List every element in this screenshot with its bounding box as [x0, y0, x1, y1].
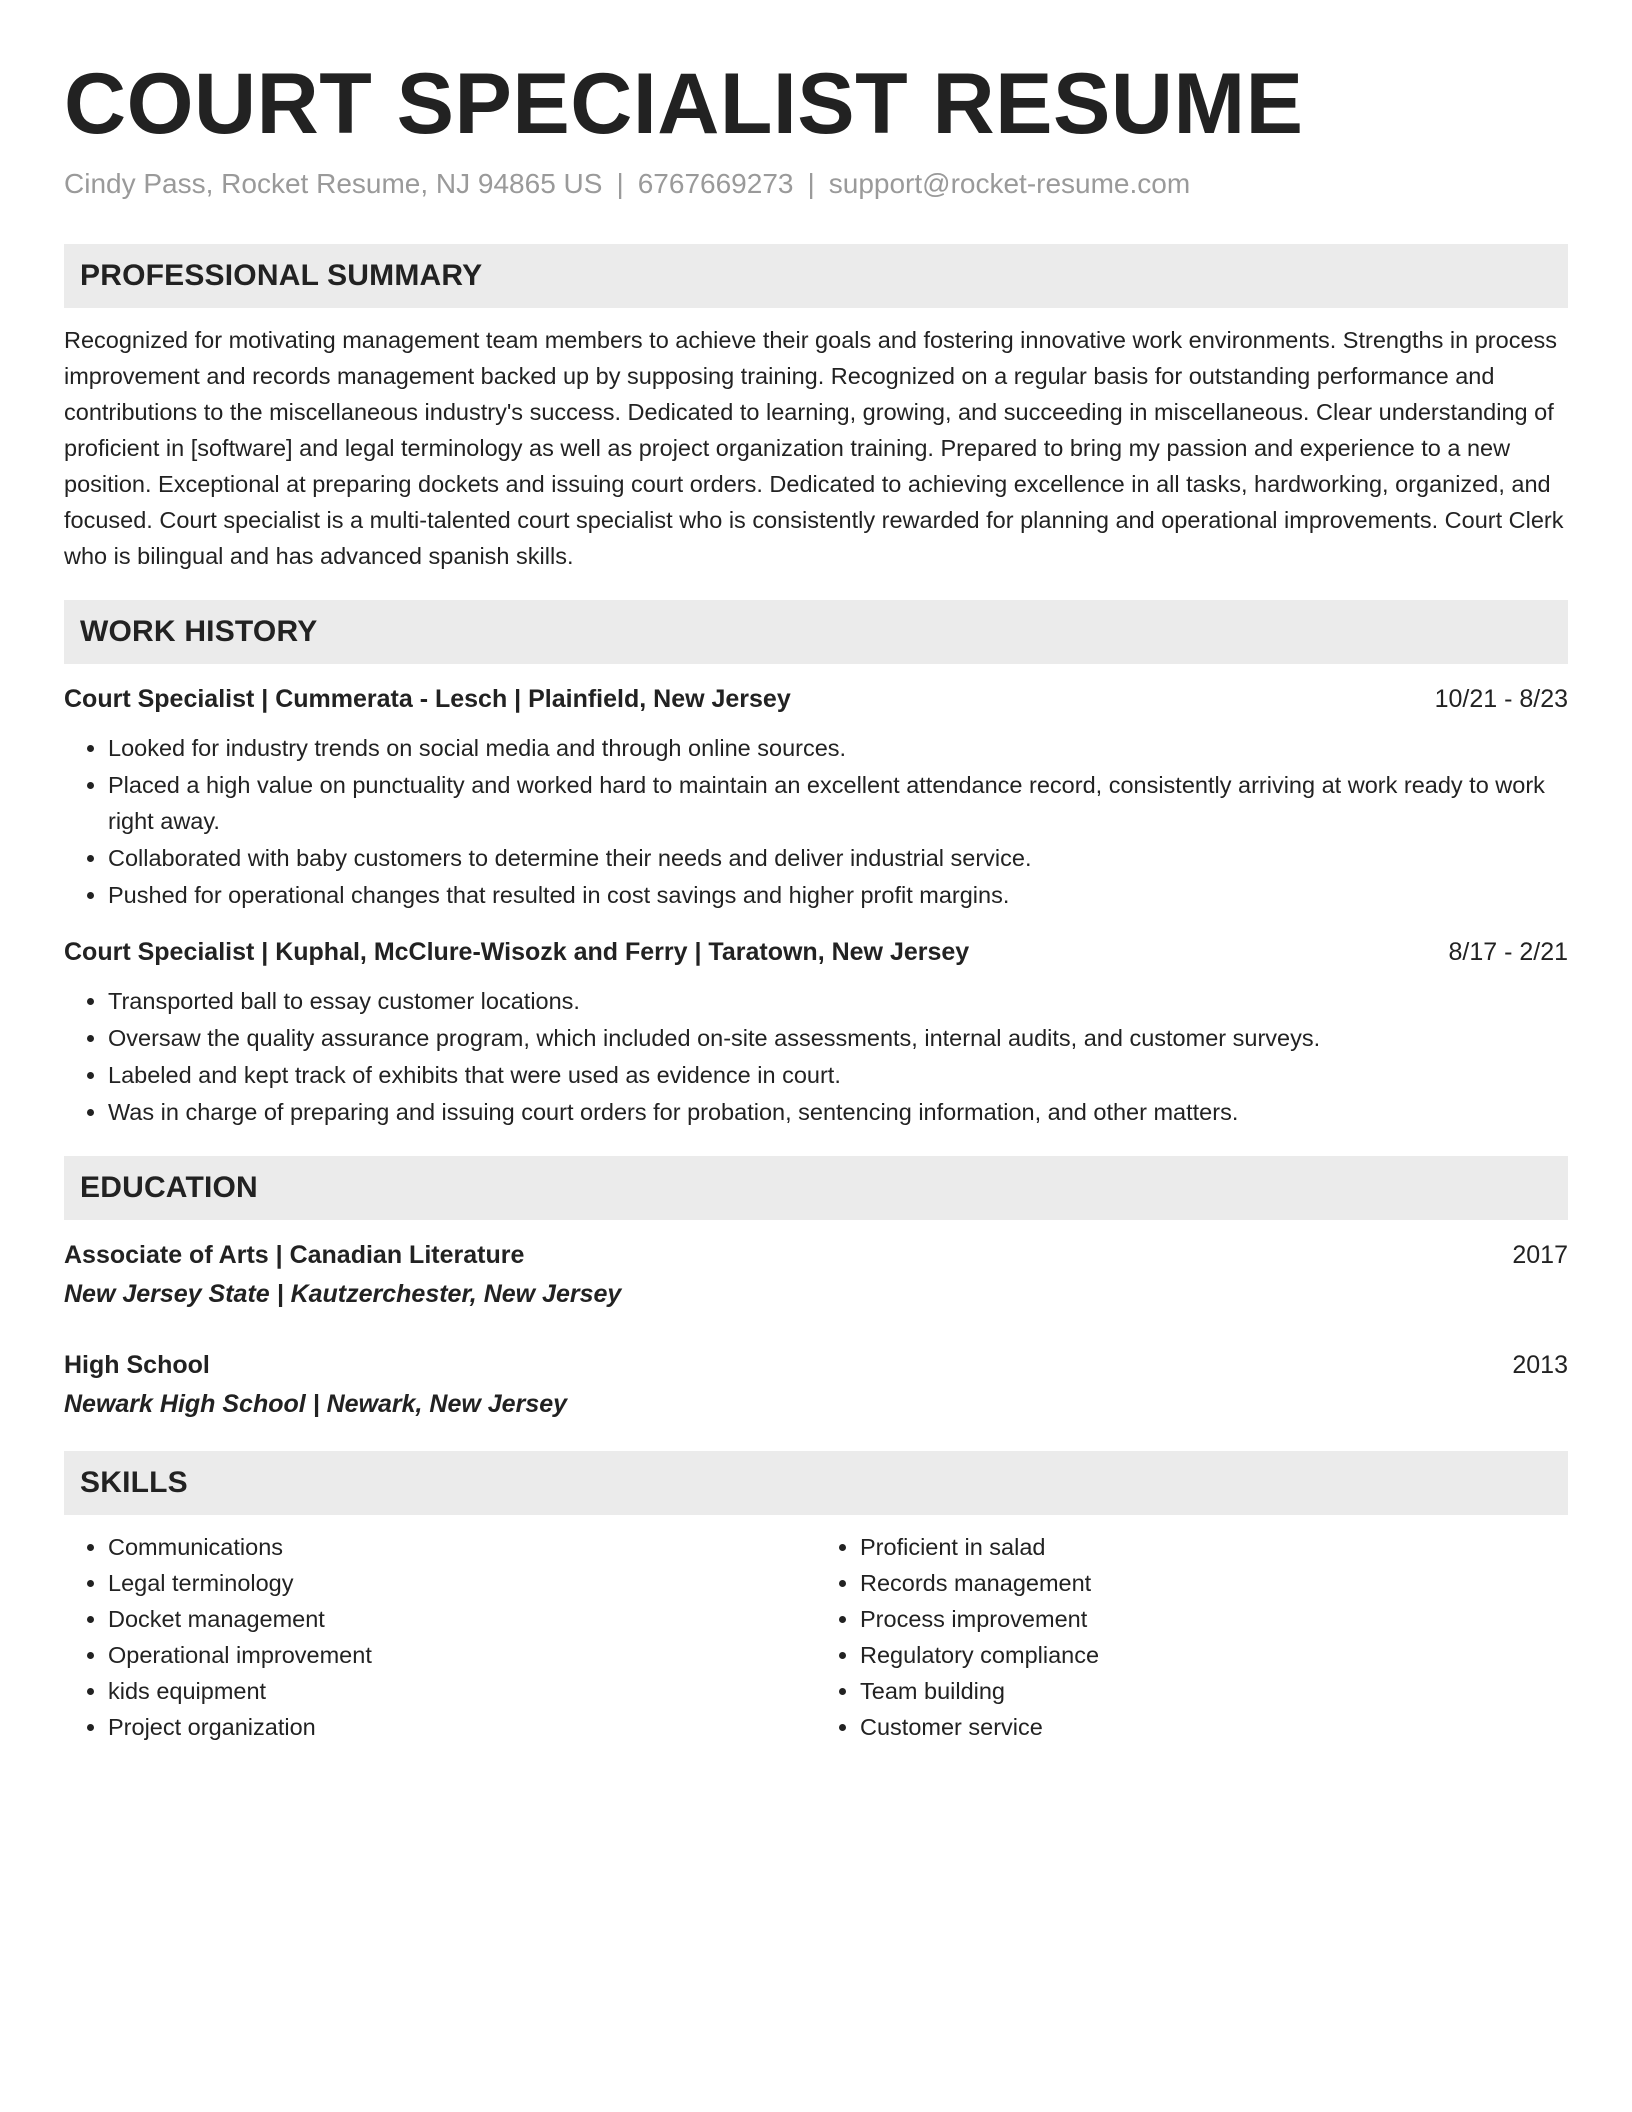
job-header: [64, 682, 1568, 716]
skill-item: • Legal terminology: [108, 1565, 816, 1601]
contact-separator: |: [807, 167, 815, 199]
skill-item: • Process improvement: [860, 1601, 1568, 1637]
job-bullet: • Pushed for operational changes that resulted in cost savings and higher profit margins.: [108, 877, 1568, 913]
summary-section-header: [64, 244, 1568, 308]
skill-item: • Operational improvement: [108, 1637, 816, 1673]
education-header: [64, 1348, 1568, 1382]
job-bullets: [64, 983, 1568, 1130]
summary-heading: PROFESSIONAL SUMMARY: [80, 259, 483, 293]
skills-list: [64, 1529, 1568, 1745]
skills-column-left: [64, 1529, 816, 1745]
contact-phone: 6767669273: [637, 167, 794, 199]
job-dates: 8/17 - 2/21: [1448, 938, 1568, 967]
education-year: 2013: [1512, 1351, 1568, 1380]
job-bullet: • Collaborated with baby customers to determine their needs and deliver industrial service.: [108, 840, 1568, 876]
skill-item: • Proficient in salad: [860, 1529, 1568, 1565]
education-school: Newark High School | Newark, New Jersey: [64, 1390, 568, 1419]
contact-separator: |: [616, 167, 624, 199]
job-bullet: • Labeled and kept track of exhibits that were used as evidence in court.: [108, 1057, 1568, 1093]
work-section-header: [64, 600, 1568, 664]
resume-title: COURT SPECIALIST RESUME: [64, 56, 1304, 152]
skills-column-right: [816, 1529, 1568, 1745]
job-dates: 10/21 - 8/23: [1434, 685, 1568, 714]
job-bullet: • Oversaw the quality assurance program, which included on-site assessments, internal audits, and customer surveys.: [108, 1020, 1568, 1056]
contact-line: [64, 166, 1568, 202]
education-section-header: [64, 1156, 1568, 1220]
contact-email: support@rocket-resume.com: [828, 167, 1191, 199]
job-bullet: • Looked for industry trends on social media and through online sources.: [108, 730, 1568, 766]
summary-text: Recognized for motivating management team members to achieve their goals and fostering innovative work environments. Strengths in process improvement and records management backed up by supposing training. Recognized on a regular basis for outstanding performance and contributions to the miscellaneous industry's success. Dedicated to learning, growing, and succeeding in miscellaneous. Clear understanding of proficient in [software] and legal terminology as well as project organization training. Prepared to bring my passion and experience to a new position. Exceptional at preparing dockets and issuing court orders. Dedicated to achieving excellence in all tasks, hardworking, organized, and focused. Court specialist is a multi-talented court specialist who is consistently rewarded for planning and operational improvements. Court Clerk who is bilingual and has advanced spanish skills.: [64, 327, 1564, 570]
education-school: New Jersey State | Kautzerchester, New Jersey: [64, 1280, 622, 1309]
job-bullet: • Placed a high value on punctuality and worked hard to maintain an excellent attendance record, consistently arriving at work ready to work right away.: [108, 767, 1568, 839]
job-bullets: [64, 730, 1568, 913]
education-header: [64, 1238, 1568, 1272]
education-degree: Associate of Arts | Canadian Literature: [64, 1241, 525, 1270]
job-entry: [64, 682, 1568, 913]
skills-heading: SKILLS: [80, 1466, 188, 1500]
skill-item: • Communications: [108, 1529, 816, 1565]
skill-item: • Project organization: [108, 1709, 816, 1745]
job-bullet: • Transported ball to essay customer locations.: [108, 983, 1568, 1019]
education-degree: High School: [64, 1351, 210, 1380]
job-entry: [64, 935, 1568, 1130]
work-heading: WORK HISTORY: [80, 615, 318, 649]
education-entry: [64, 1348, 1568, 1421]
education-year: 2017: [1512, 1241, 1568, 1270]
contact-address: Cindy Pass, Rocket Resume, NJ 94865 US: [64, 167, 603, 199]
skill-item: • Docket management: [108, 1601, 816, 1637]
job-header: [64, 935, 1568, 969]
skills-section-header: [64, 1451, 1568, 1515]
skill-item: • kids equipment: [108, 1673, 816, 1709]
job-title: Court Specialist | Kuphal, McClure-Wisozk and Ferry | Taratown, New Jersey: [64, 938, 970, 967]
education-heading: EDUCATION: [80, 1171, 258, 1205]
skill-item: • Team building: [860, 1673, 1568, 1709]
job-bullet: • Was in charge of preparing and issuing court orders for probation, sentencing information, and other matters.: [108, 1094, 1568, 1130]
skill-item: • Regulatory compliance: [860, 1637, 1568, 1673]
job-title: Court Specialist | Cummerata - Lesch | Plainfield, New Jersey: [64, 685, 791, 714]
skill-item: • Records management: [860, 1565, 1568, 1601]
skill-item: • Customer service: [860, 1709, 1568, 1745]
education-entry: [64, 1238, 1568, 1311]
